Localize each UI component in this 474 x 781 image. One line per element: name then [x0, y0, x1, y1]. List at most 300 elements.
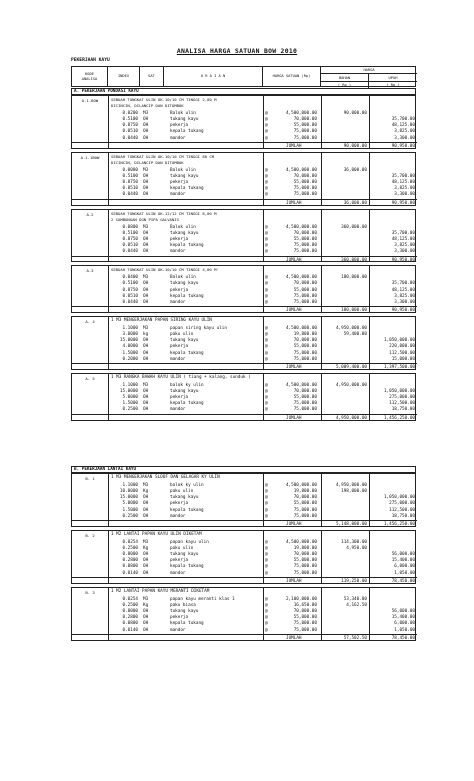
header-bahan-rp: ( Rp ) [337, 83, 352, 87]
row-item: kepala tukang [170, 507, 204, 513]
row-labor-cost: 112,500.00 [389, 401, 415, 407]
row-labor-cost: 56,000.00 [391, 552, 415, 558]
row-unit: OH [143, 495, 149, 501]
analysis-block [71, 95, 416, 149]
row-labor-cost: 6,000.00 [394, 564, 415, 570]
row-index: 0.0800 [122, 564, 138, 570]
row-at-symbol: @ [265, 129, 268, 135]
row-unit-price: 70,000.00 [293, 281, 317, 287]
row-unit-price: 55,000.00 [293, 287, 317, 293]
table-row [72, 508, 417, 514]
row-unit: OH [143, 117, 149, 123]
jumlah-material-total: 90,000.00 [343, 144, 367, 150]
row-labor-cost: 48,125.00 [391, 287, 415, 293]
jumlah-labor-total: 1,397,500.00 [383, 365, 415, 371]
row-unit: OH [143, 570, 149, 576]
row-at-symbol: @ [265, 293, 268, 299]
block-description: 1 M2 LANTAI PAPAN KAYU ULIN DIKETAM [111, 531, 202, 537]
row-index: 0.8000 [122, 552, 138, 558]
row-material-cost: 4,950,000.00 [335, 382, 367, 388]
row-unit-price: 55,000.00 [293, 123, 317, 129]
row-item: paku ulin [170, 546, 194, 552]
row-at-symbol: @ [265, 570, 268, 576]
block-description: 1 M2 LANTAI PAPAN KAYU MERANTI DIKETAM [111, 588, 210, 594]
jumlah-material-total: 36,000.00 [343, 200, 367, 206]
row-unit: OH [143, 564, 149, 570]
row-unit-price: 4,500,000.00 [285, 382, 317, 388]
header-bahan-label: BAHAN [338, 76, 351, 80]
row-unit-price: 55,000.00 [293, 558, 317, 564]
row-unit-price: 75,000.00 [293, 513, 317, 519]
row-unit: Kg [143, 602, 149, 608]
row-at-symbol: @ [265, 621, 268, 627]
row-item: pekerja [170, 180, 189, 186]
row-unit-price: 2,100,000.00 [285, 596, 317, 602]
row-unit: M3 [143, 224, 149, 230]
row-unit: M3 [143, 275, 149, 281]
row-at-symbol: @ [265, 338, 268, 344]
row-labor-cost: 18,750.00 [391, 513, 415, 519]
row-at-symbol: @ [265, 173, 268, 179]
row-unit-price: 75,000.00 [293, 129, 317, 135]
row-at-symbol: @ [265, 326, 268, 331]
table-row [72, 192, 417, 198]
row-labor-cost: 1,050,000.00 [383, 338, 415, 344]
row-at-symbol: @ [265, 564, 268, 570]
row-at-symbol: @ [265, 546, 268, 552]
block-code: A.1.1BOW [80, 154, 100, 160]
row-at-symbol: @ [265, 236, 268, 242]
row-index: 1.1000 [122, 382, 138, 388]
row-unit-price: 4,500,000.00 [285, 539, 317, 545]
table-row [72, 571, 417, 577]
row-labor-cost: 15,400.00 [391, 558, 415, 564]
table-row [72, 174, 417, 180]
row-item: mandor [170, 570, 186, 576]
jumlah-labor-total: 90,950.00 [391, 257, 415, 263]
row-unit-price: 75,000.00 [293, 407, 317, 413]
row-index: 5.0000 [122, 501, 138, 507]
row-at-symbol: @ [265, 552, 268, 558]
row-item: Balok ulin [170, 167, 196, 173]
row-unit: OH [143, 287, 149, 293]
row-at-symbol: @ [265, 350, 268, 356]
row-unit-price: 70,000.00 [293, 552, 317, 558]
row-index: 0.2000 [122, 356, 138, 362]
row-unit: OH [143, 129, 149, 135]
row-index: 0.2500 [122, 407, 138, 413]
row-unit-price: 75,000.00 [293, 249, 317, 255]
row-unit: OH [143, 627, 149, 633]
row-index: 0.0510 [122, 293, 138, 299]
block-description: SEBUAH TONGKAT ULIN UK.10/10 CM TINGGI 2,00 M [111, 97, 217, 102]
row-unit: OH [143, 501, 149, 507]
row-unit-price: 4,500,000.00 [285, 111, 317, 116]
row-index: 10.0000 [119, 489, 138, 495]
row-item: kepala tukang [170, 564, 204, 570]
row-at-symbol: @ [265, 242, 268, 248]
row-unit: OH [143, 344, 149, 350]
table-row [72, 136, 417, 142]
row-at-symbol: @ [265, 539, 268, 545]
table-row [72, 540, 417, 546]
row-labor-cost: 35,700.00 [391, 230, 415, 236]
analysis-block [71, 209, 416, 263]
table-row [72, 621, 417, 627]
jumlah-material-total: 360,000.00 [341, 257, 367, 263]
row-index: 0.8750 [122, 236, 138, 242]
jumlah-labor-total: 1,456,250.00 [383, 522, 415, 528]
row-at-symbol: @ [265, 356, 268, 362]
row-index: 0.0440 [122, 299, 138, 305]
row-at-symbol: @ [265, 609, 268, 615]
row-material-cost: 4,162.50 [346, 602, 367, 608]
jumlah-label: JUMLAH [286, 579, 302, 585]
row-material-cost: 53,340.00 [343, 596, 367, 602]
header-harga-satuan: HARGA SATUAN (Rp) [263, 67, 321, 86]
block-code: B. 2 [85, 532, 95, 538]
row-at-symbol: @ [265, 344, 268, 350]
row-unit-price: 70,000.00 [293, 173, 317, 179]
row-item: kepala tukang [170, 242, 204, 248]
row-unit-price: 75,000.00 [293, 570, 317, 576]
row-labor-cost: 15,400.00 [391, 615, 415, 621]
row-index: 0.5100 [122, 173, 138, 179]
jumlah-material-total: 5,009,400.00 [335, 365, 367, 371]
row-index: 0.8750 [122, 180, 138, 186]
jumlah-labor-total: 78,450.00 [391, 636, 415, 642]
row-labor-cost: 3,300.00 [394, 192, 415, 198]
row-unit-price: 55,000.00 [293, 344, 317, 350]
table-row [72, 281, 417, 287]
row-labor-cost: 3,825.00 [394, 242, 415, 248]
row-at-symbol: @ [265, 501, 268, 507]
jumlah-row [72, 414, 417, 421]
jumlah-label: JUMLAH [286, 200, 302, 206]
row-unit-price: 70,000.00 [293, 389, 317, 395]
row-unit: OH [143, 513, 149, 519]
row-item: tukang kayu [170, 338, 199, 344]
row-unit: OH [143, 173, 149, 179]
block-description: 1 M3 MENGERJAKAN SLOOF DAN GELAGAR KY ULIN [111, 475, 220, 480]
row-at-symbol: @ [265, 230, 268, 236]
section-header: B. PEKERJAAN LANTAI KAYU [71, 466, 416, 473]
row-index: 4.0000 [122, 344, 138, 350]
jumlah-labor-total: 90,950.00 [391, 200, 415, 206]
jumlah-material-total: 57,502.50 [343, 636, 367, 642]
row-unit: M3 [143, 596, 149, 602]
row-labor-cost: 3,300.00 [394, 299, 415, 305]
jumlah-row [72, 520, 417, 527]
block-code: B. 3 [85, 589, 95, 595]
row-item: tukang kayu [170, 389, 199, 395]
row-unit: OH [143, 192, 149, 198]
row-unit-price: 19,800.00 [293, 546, 317, 552]
row-index: 1.5000 [122, 350, 138, 356]
row-labor-cost: 1,050,000.00 [383, 495, 415, 501]
row-index: 0.0440 [122, 192, 138, 198]
row-at-symbol: @ [265, 186, 268, 192]
block-code: A. 5 [85, 375, 95, 381]
row-labor-cost: 56,000.00 [391, 609, 415, 615]
header-upah-label: UPAH [388, 76, 398, 80]
row-at-symbol: @ [265, 395, 268, 401]
row-material-cost: 36,000.00 [343, 167, 367, 173]
jumlah-labor-total: 1,456,250.00 [383, 416, 415, 422]
row-index: 0.0440 [122, 249, 138, 255]
row-labor-cost: 275,000.00 [389, 395, 415, 401]
row-index: 0.0800 [122, 621, 138, 627]
header-index: INDEX [108, 67, 140, 86]
row-unit: OH [143, 621, 149, 627]
row-unit: OH [143, 350, 149, 356]
row-at-symbol: @ [265, 117, 268, 123]
row-labor-cost: 18,750.00 [391, 407, 415, 413]
row-unit: M3 [143, 326, 149, 331]
row-index: 0.0254 [122, 539, 138, 545]
row-labor-cost: 35,700.00 [391, 173, 415, 179]
row-unit: OH [143, 293, 149, 299]
table-row [72, 351, 417, 357]
jumlah-row [72, 256, 417, 263]
row-unit-price: 70,000.00 [293, 609, 317, 615]
row-item: pekerja [170, 615, 189, 621]
row-unit: OH [143, 180, 149, 186]
row-index: 1.5000 [122, 507, 138, 513]
jumlah-material-total: 180,000.00 [341, 308, 367, 314]
row-material-cost: 198,000.00 [341, 489, 367, 495]
row-at-symbol: @ [265, 299, 268, 305]
row-item: pekerja [170, 123, 189, 129]
row-unit-price: 75,000.00 [293, 356, 317, 362]
row-item: kepala tukang [170, 350, 204, 356]
row-item: tukang kayu [170, 495, 199, 501]
row-index: 1.1000 [122, 483, 138, 488]
block-description: SEBUAH TONGKAT ULIN UK.10/10 CM TINGGI 80 CM [111, 153, 215, 159]
row-at-symbol: @ [265, 507, 268, 513]
row-item: mandor [170, 299, 186, 305]
row-labor-cost: 48,125.00 [391, 123, 415, 129]
jumlah-row [72, 363, 417, 370]
row-at-symbol: @ [265, 281, 268, 287]
row-item: mandor [170, 249, 186, 255]
row-unit-price: 19,800.00 [293, 332, 317, 338]
row-index: 15.0000 [119, 389, 138, 395]
row-unit: OH [143, 242, 149, 248]
jumlah-label: JUMLAH [286, 308, 302, 314]
block-code: A.2 [86, 211, 94, 217]
jumlah-row [72, 634, 417, 641]
row-unit-price: 75,000.00 [293, 192, 317, 198]
row-at-symbol: @ [265, 123, 268, 129]
row-at-symbol: @ [265, 382, 268, 388]
row-index: 1.1000 [122, 326, 138, 331]
row-index: 0.8000 [122, 609, 138, 615]
header-harga: HARGA [321, 67, 417, 74]
row-item: tukang kayu [170, 281, 199, 287]
row-labor-cost: 3,825.00 [394, 293, 415, 299]
row-unit: OH [143, 615, 149, 621]
row-item: pekerja [170, 558, 189, 564]
table-header [71, 66, 416, 87]
header-uraian: U R A I A N [164, 67, 263, 86]
row-unit-price: 4,500,000.00 [285, 483, 317, 488]
row-at-symbol: @ [265, 407, 268, 413]
row-labor-cost: 1,050.00 [394, 627, 415, 633]
row-unit-price: 55,000.00 [293, 395, 317, 401]
row-index: 3.0000 [122, 332, 138, 338]
table-row [72, 407, 417, 413]
row-at-symbol: @ [265, 596, 268, 602]
block-code: A.1.BOW [81, 98, 99, 103]
header-divider [321, 81, 417, 82]
row-unit-price: 75,000.00 [293, 350, 317, 356]
row-unit-price: 55,000.00 [293, 180, 317, 186]
row-labor-cost: 35,700.00 [391, 117, 415, 123]
row-index: 0.0400 [122, 275, 138, 281]
row-unit-price: 75,000.00 [293, 293, 317, 299]
row-material-cost: 90,000.00 [343, 111, 367, 116]
row-at-symbol: @ [265, 249, 268, 255]
row-unit-price: 75,000.00 [293, 135, 317, 141]
row-unit-price: 19,800.00 [293, 489, 317, 495]
row-at-symbol: @ [265, 180, 268, 186]
row-at-symbol: @ [265, 224, 268, 230]
row-index: 0.0440 [122, 135, 138, 141]
row-labor-cost: 3,300.00 [394, 135, 415, 141]
row-unit-price: 75,000.00 [293, 186, 317, 192]
row-item: tukang kayu [170, 173, 199, 179]
jumlah-row [72, 199, 417, 206]
row-index: 0.0510 [122, 242, 138, 248]
block-description: 2 SAMBUNGAN DGN PIPA GALVANIS [111, 216, 179, 222]
jumlah-label: JUMLAH [286, 257, 302, 263]
row-labor-cost: 35,700.00 [391, 281, 415, 287]
row-unit: Kg [143, 546, 149, 552]
jumlah-material-total: 119,250.00 [341, 579, 367, 585]
row-index: 0.2800 [122, 615, 138, 621]
table-row [72, 249, 417, 255]
row-item: pekerja [170, 287, 189, 293]
row-unit: OH [143, 558, 149, 564]
row-unit: M3 [143, 539, 149, 545]
row-item: tukang kayu [170, 117, 199, 123]
row-material-cost: 4,950.00 [346, 546, 367, 552]
block-code: B. 1 [85, 476, 95, 481]
row-index: 0.0800 [122, 224, 138, 230]
row-at-symbol: @ [265, 389, 268, 395]
row-item: Balok ulin [170, 224, 196, 230]
jumlah-labor-total: 90,950.00 [391, 308, 415, 314]
row-index: 0.8750 [122, 123, 138, 129]
analysis-block [71, 473, 416, 527]
row-index: 0.5100 [122, 117, 138, 123]
row-index: 15.0000 [119, 338, 138, 344]
row-unit-price: 75,000.00 [293, 401, 317, 407]
row-labor-cost: 48,125.00 [391, 236, 415, 242]
row-unit: OH [143, 338, 149, 344]
row-unit-price: 70,000.00 [293, 117, 317, 123]
row-unit-price: 55,000.00 [293, 615, 317, 621]
row-item: mandor [170, 192, 186, 198]
row-index: 0.2500 [122, 602, 138, 608]
row-material-cost: 4,950,000.00 [335, 326, 367, 331]
row-at-symbol: @ [265, 111, 268, 116]
document-subtitle: PEKERJAAN KAYU [71, 58, 110, 63]
row-index: 0.0254 [122, 596, 138, 602]
row-at-symbol: @ [265, 558, 268, 564]
row-index: 0.0140 [122, 570, 138, 576]
row-material-cost: 114,300.00 [341, 539, 367, 545]
row-unit-price: 75,000.00 [293, 299, 317, 305]
row-item: kepala tukang [170, 186, 204, 192]
block-description: 1 M3 MENGERJAKAN PAPAN SIRING KAYU ULIN [111, 318, 212, 323]
row-index: 0.0510 [122, 186, 138, 192]
jumlah-row [72, 142, 417, 149]
row-labor-cost: 275,000.00 [389, 501, 415, 507]
row-at-symbol: @ [265, 192, 268, 198]
table-row [72, 300, 417, 306]
row-item: mandor [170, 407, 186, 413]
row-item: pekerja [170, 501, 189, 507]
row-at-symbol: @ [265, 332, 268, 338]
row-at-symbol: @ [265, 513, 268, 519]
row-labor-cost: 3,825.00 [394, 186, 415, 192]
row-index: 0.2500 [122, 513, 138, 519]
jumlah-material-total: 5,148,000.00 [335, 522, 367, 528]
row-unit-price: 75,000.00 [293, 627, 317, 633]
row-unit: M3 [143, 483, 149, 488]
row-labor-cost: 3,825.00 [394, 129, 415, 135]
row-unit: OH [143, 186, 149, 192]
row-index: 1.5000 [122, 401, 138, 407]
row-item: kepala tukang [170, 129, 204, 135]
row-item: kepala tukang [170, 401, 204, 407]
block-code: A.3 [86, 268, 94, 274]
row-labor-cost: 1,050.00 [394, 570, 415, 576]
row-unit-price: 4,500,000.00 [285, 167, 317, 173]
analysis-block [71, 316, 416, 370]
row-unit-price: 75,000.00 [293, 621, 317, 627]
row-at-symbol: @ [265, 275, 268, 281]
jumlah-labor-total: 78,450.00 [391, 579, 415, 585]
row-unit-price: 55,000.00 [293, 236, 317, 242]
table-row [72, 564, 417, 570]
jumlah-row [72, 577, 417, 584]
row-labor-cost: 112,500.00 [389, 507, 415, 513]
row-unit: M3 [143, 167, 149, 173]
row-index: 0.5100 [122, 230, 138, 236]
row-unit: OH [143, 281, 149, 287]
row-unit-price: 16,650.00 [293, 602, 317, 608]
row-unit-price: 70,000.00 [293, 495, 317, 501]
row-item: kepala tukang [170, 621, 204, 627]
row-index: 0.0140 [122, 627, 138, 633]
row-unit: OH [143, 609, 149, 615]
block-description: SEBUAH TONGKAT ULIN UK.10/10 CM TINGGI 4,00 M' [111, 267, 219, 273]
row-unit-price: 4,500,000.00 [285, 326, 317, 331]
row-item: pekerja [170, 236, 189, 242]
table-row [72, 231, 417, 237]
row-at-symbol: @ [265, 495, 268, 501]
row-unit-price: 55,000.00 [293, 501, 317, 507]
row-item: mandor [170, 513, 186, 519]
row-item: papan kayu meranti klas 1 [170, 596, 235, 602]
row-unit-price: 75,000.00 [293, 507, 317, 513]
row-unit-price: 75,000.00 [293, 242, 317, 248]
block-description: SEBUAH TONGKAT ULIN UK.12/12 CM TINGGI 8,00 M [111, 210, 217, 216]
row-item: pekerja [170, 344, 189, 350]
